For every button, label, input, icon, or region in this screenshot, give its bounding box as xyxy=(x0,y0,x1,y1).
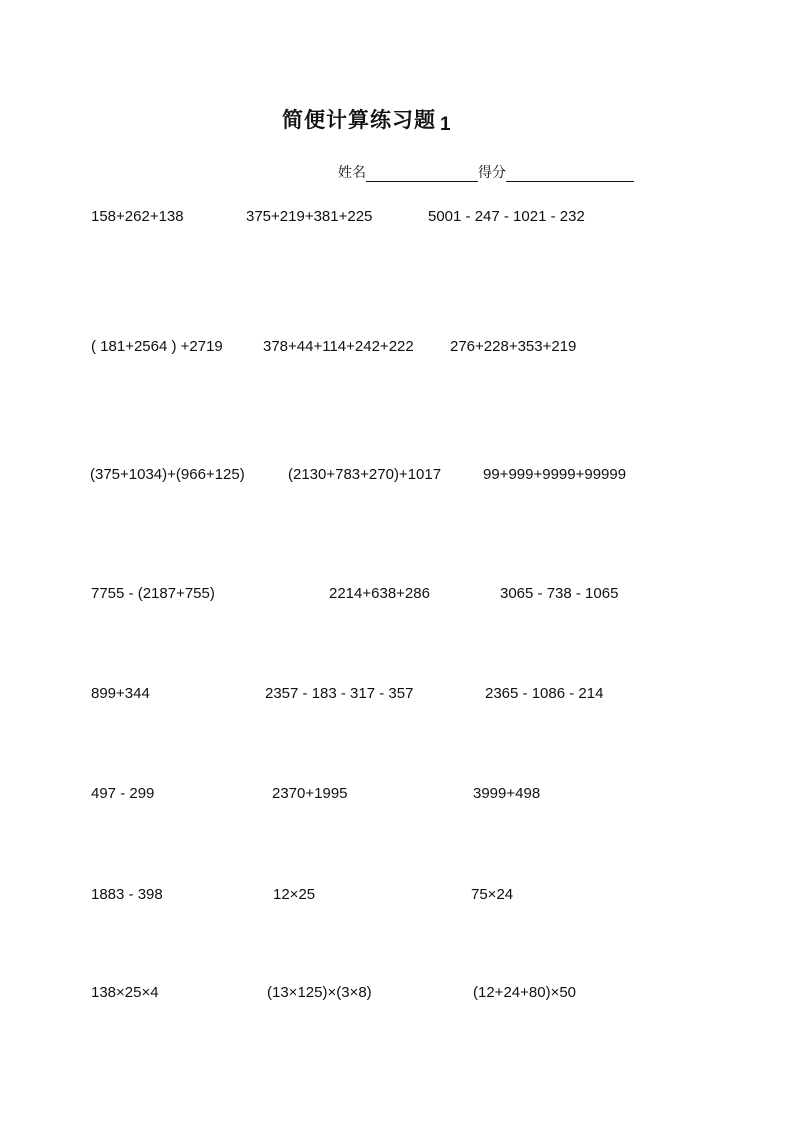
problem-7-3: 75×24 xyxy=(471,886,514,903)
problem-3-2: (2130+783+270)+1017 xyxy=(288,466,442,483)
problem-7-2: 12×25 xyxy=(273,886,316,903)
problem-8-1: 138×25×4 xyxy=(91,984,159,1001)
problem-5-3: 2365 - 1086 - 214 xyxy=(485,685,604,702)
problem-4-3: 3065 - 738 - 1065 xyxy=(500,585,619,602)
problem-1-2: 375+219+381+225 xyxy=(246,208,373,225)
problem-3-3: 99+999+9999+99999 xyxy=(483,466,627,483)
problem-7-1: 1883 - 398 xyxy=(91,886,163,903)
problem-8-3: (12+24+80)×50 xyxy=(473,984,577,1001)
name-label: 姓名 xyxy=(338,165,366,181)
problem-3-1: (375+1034)+(966+125) xyxy=(90,466,245,483)
title-number: 1 xyxy=(440,114,452,135)
title-text: 简便计算练习题 xyxy=(282,108,436,132)
problem-5-2: 2357 - 183 - 317 - 357 xyxy=(265,685,414,702)
score-blank xyxy=(506,163,634,182)
score-label: 得分 xyxy=(478,165,506,181)
student-info xyxy=(338,162,634,182)
problem-2-2: 378+44+114+242+222 xyxy=(263,338,414,355)
problem-5-1: 899+344 xyxy=(91,685,150,702)
problem-4-2: 2214+638+286 xyxy=(329,585,430,602)
problem-2-3: 276+228+353+219 xyxy=(450,338,577,355)
problem-1-3: 5001 - 247 - 1021 - 232 xyxy=(428,208,585,225)
page-title xyxy=(282,104,452,134)
problem-6-2: 2370+1995 xyxy=(272,785,348,802)
problem-1-1: 158+262+138 xyxy=(91,208,184,225)
problem-4-1: 7755 - (2187+755) xyxy=(91,585,215,602)
problem-8-2: (13×125)×(3×8) xyxy=(267,984,372,1001)
name-blank xyxy=(366,163,478,182)
problem-2-1: ( 181+2564 ) +2719 xyxy=(91,338,223,355)
problem-6-3: 3999+498 xyxy=(473,785,541,802)
problem-6-1: 497 - 299 xyxy=(91,785,155,802)
